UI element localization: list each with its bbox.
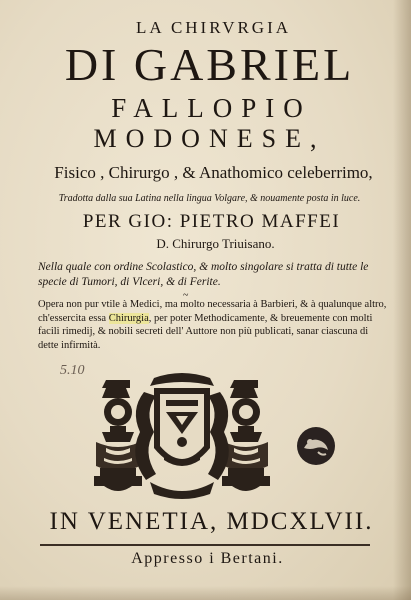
ornament-glyph: ~	[183, 290, 189, 301]
title-line-3: FALLOPIO	[111, 93, 312, 123]
printer-device-crest	[92, 372, 272, 502]
library-stamp	[296, 426, 336, 466]
body-text	[38, 298, 390, 352]
publisher-line: Appresso i Bertani.	[131, 550, 284, 567]
body-text-start: Opera non pur vtile à Medici, ma molto necessaria à Barbieri, & à qualunque altro, ch'essercita essa	[38, 299, 387, 324]
description-text: Nella quale con ordine Scolastico, & molto singolare si tratta di tutte le specie di Tumori, di Vlceri, & di Ferite.	[38, 261, 369, 288]
title-line-1: LA CHIRVRGIA	[135, 18, 292, 37]
author-titles: Fisico , Chirurgo , & Anathomico celeberrimo,	[54, 163, 373, 182]
translator-title: D. Chirurgo Triuisano.	[156, 236, 275, 251]
divider-rule	[40, 544, 370, 546]
translator-name: PER GIO: PIETRO MAFFEI	[82, 211, 341, 232]
title-line-2: DI GABRIEL	[64, 39, 355, 90]
translation-note: Tradotta dalla sua Latina nella lingua Volgare, & nouamente posta in luce.	[58, 193, 361, 204]
title-line-4: MODONESE,	[93, 124, 326, 153]
page-bottom-shadow	[0, 586, 411, 600]
highlighted-word: Chirurgia	[108, 312, 149, 324]
handwritten-note: 5.10	[60, 363, 85, 378]
body-text-end: , per poter Methodicamente, & breuemente con molti facili rimedij, & nobili secreti dell' Auttore non più publicati, sanar ciascuna di dette infirmità.	[38, 312, 373, 351]
imprint-line: IN VENETIA, MDCXLVII.	[49, 508, 374, 535]
